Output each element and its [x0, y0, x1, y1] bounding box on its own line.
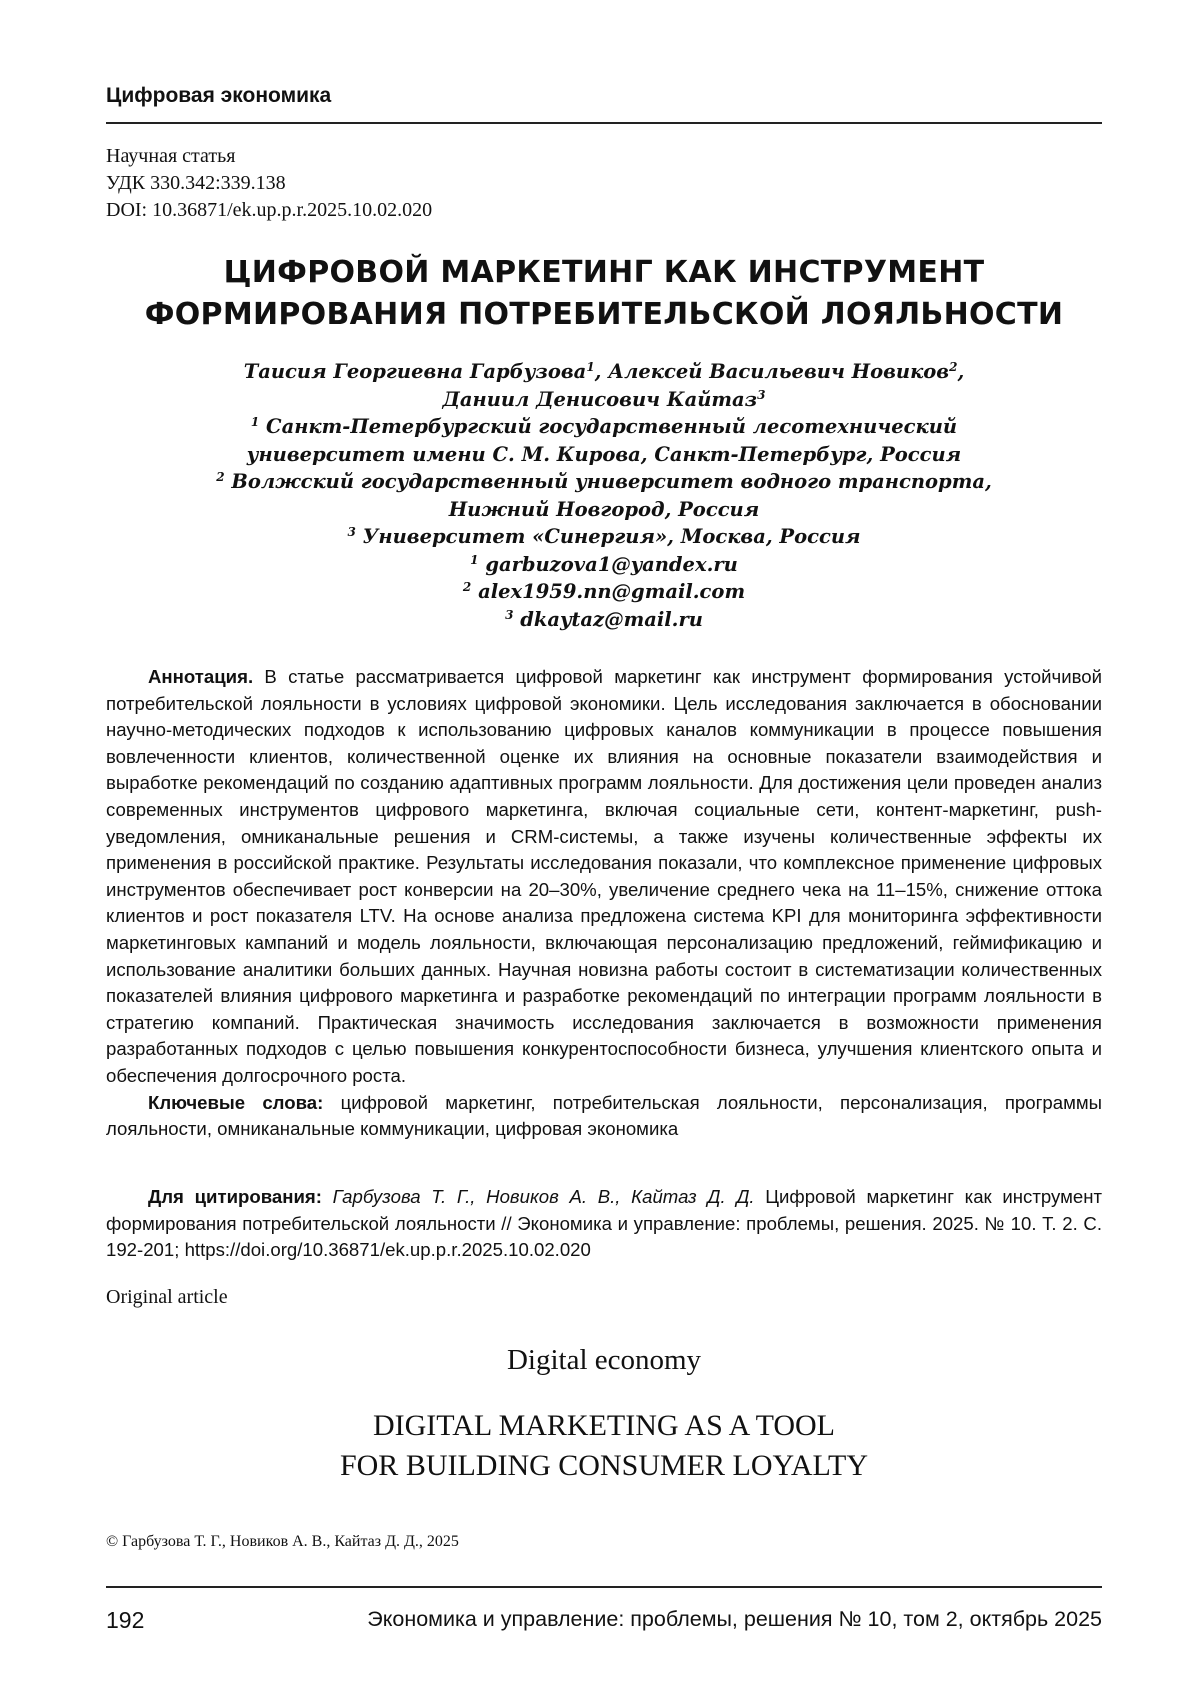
- page-number: 192: [106, 1607, 144, 1634]
- section-header: Цифровая экономика: [106, 84, 331, 108]
- doi: DOI: 10.36871/ek.up.p.r.2025.10.02.020: [106, 197, 432, 224]
- keywords-text: цифровой маркетинг, потребительская лояльности, персонализация, программы лояльности, омниканальные коммуникации, цифровая экономика: [106, 1092, 1102, 1140]
- email-1: 1 garbuzova1@yandex.ru: [106, 551, 1102, 579]
- email-1-link[interactable]: garbuzova1@yandex.ru: [485, 553, 738, 576]
- abstract-paragraph: [106, 664, 1102, 1090]
- article-meta: [106, 143, 432, 224]
- citation-authors: Гарбузова Т. Г., Новиков А. В., Кайтаз Д. Д.: [333, 1186, 755, 1207]
- author-1: Таисия Георгиевна Гарбузова: [244, 360, 587, 383]
- footer-rule: [106, 1586, 1102, 1588]
- citation-label: Для цитирования:: [148, 1186, 322, 1207]
- english-title-line1: DIGITAL MARKETING AS A TOOL: [106, 1406, 1102, 1446]
- authors-line1: Таисия Георгиевна Гарбузова1, Алексей Васильевич Новиков2,: [106, 358, 1102, 386]
- title-ru-line1: ЦИФРОВОЙ МАРКЕТИНГ КАК ИНСТРУМЕНТ: [106, 252, 1102, 294]
- affiliation-2: 2 Волжский государственный университет водного транспорта,: [106, 468, 1102, 496]
- article-type: Научная статья: [106, 143, 432, 170]
- abstract-text: В статье рассматривается цифровой маркетинг как инструмент формирования устойчивой потребительской лояльности в условиях цифровой экономики. Цель исследования заключается в обосновании научно-методических подходов к использованию цифровых каналов коммуникации в процессе повышения вовлеченности клиентов, количественной оценке их влияния на основные показатели взаимодействия и выработке рекомендаций по созданию адаптивных программ лояльности. Для достижения цели проведен анализ современных инструментов цифрового маркетинга, включая социальные сети, контент-маркетинг, push-уведомления, омниканальные решения и CRM-системы, а также изучены количественные эффекты их применения в российской практике. Результаты исследования показали, что комплексное применение цифровых инструментов обеспечивает рост конверсии на 20–30%, увеличение среднего чека на 11–15%, снижение оттока клиентов и рост показателя LTV. На основе анализа предложена система KPI для мониторинга эффективности маркетинговых кампаний и модель лояльности, включающая персонализацию предложений, геймификацию и использование аналитики больших данных. Научная новизна работы состоит в систематизации количественных показателей влияния цифрового маркетинга и разработке рекомендаций по интеграции программ лояльности в стратегию компаний. Практическая значимость исследования заключается в возможности применения разработанных подходов с целью повышения конкурентоспособности бизнеса, улучшения клиентского опыта и обеспечения долгосрочного роста.: [106, 666, 1102, 1086]
- authors-line2: Даниил Денисович Кайтаз3: [106, 386, 1102, 414]
- english-section-title: Digital economy: [106, 1344, 1102, 1377]
- article-title-ru: [106, 252, 1102, 336]
- abstract-block: [106, 664, 1102, 1143]
- udc: УДК 330.342:339.138: [106, 170, 432, 197]
- keywords-label: Ключевые слова:: [148, 1092, 323, 1113]
- affiliation-1: 1 Санкт-Петербургский государственный лесотехнический: [106, 413, 1102, 441]
- english-title-line2: FOR BUILDING CONSUMER LOYALTY: [106, 1446, 1102, 1486]
- affiliation-1-cont: университет имени С. М. Кирова, Санкт-Петербург, Россия: [106, 441, 1102, 469]
- journal-info: Экономика и управление: проблемы, решения № 10, том 2, октябрь 2025: [367, 1607, 1102, 1632]
- citation-text: Цифровой маркетинг как инструмент формирования потребительской лояльности // Экономика и управление: проблемы, решения. 2025. № 10. Т. 2. С. 192-201; https://doi.org/10.36871/ek.up.p.r.2025.10.02.020: [106, 1186, 1102, 1260]
- header-rule: [106, 122, 1102, 124]
- email-3-link[interactable]: dkaytaz@mail.ru: [520, 608, 703, 631]
- email-2-link[interactable]: alex1959.nn@gmail.com: [478, 580, 745, 603]
- english-article-title: [106, 1406, 1102, 1486]
- author-3: Даниил Денисович Кайтаз: [443, 388, 758, 411]
- affiliation-3: 3 Университет «Синергия», Москва, Россия: [106, 523, 1102, 551]
- email-3: 3 dkaytaz@mail.ru: [106, 606, 1102, 634]
- original-article-label: Original article: [106, 1286, 228, 1309]
- title-ru-line2: ФОРМИРОВАНИЯ ПОТРЕБИТЕЛЬСКОЙ ЛОЯЛЬНОСТИ: [106, 294, 1102, 336]
- affiliation-2-cont: Нижний Новгород, Россия: [106, 496, 1102, 524]
- author-2: Алексей Васильевич Новиков: [608, 360, 949, 383]
- citation-block: [106, 1184, 1102, 1264]
- copyright: © Гарбузова Т. Г., Новиков А. В., Кайтаз Д. Д., 2025: [106, 1533, 459, 1551]
- email-2: 2 alex1959.nn@gmail.com: [106, 578, 1102, 606]
- authors-block: [106, 358, 1102, 633]
- keywords-paragraph: [106, 1090, 1102, 1143]
- abstract-label: Аннотация.: [148, 666, 253, 687]
